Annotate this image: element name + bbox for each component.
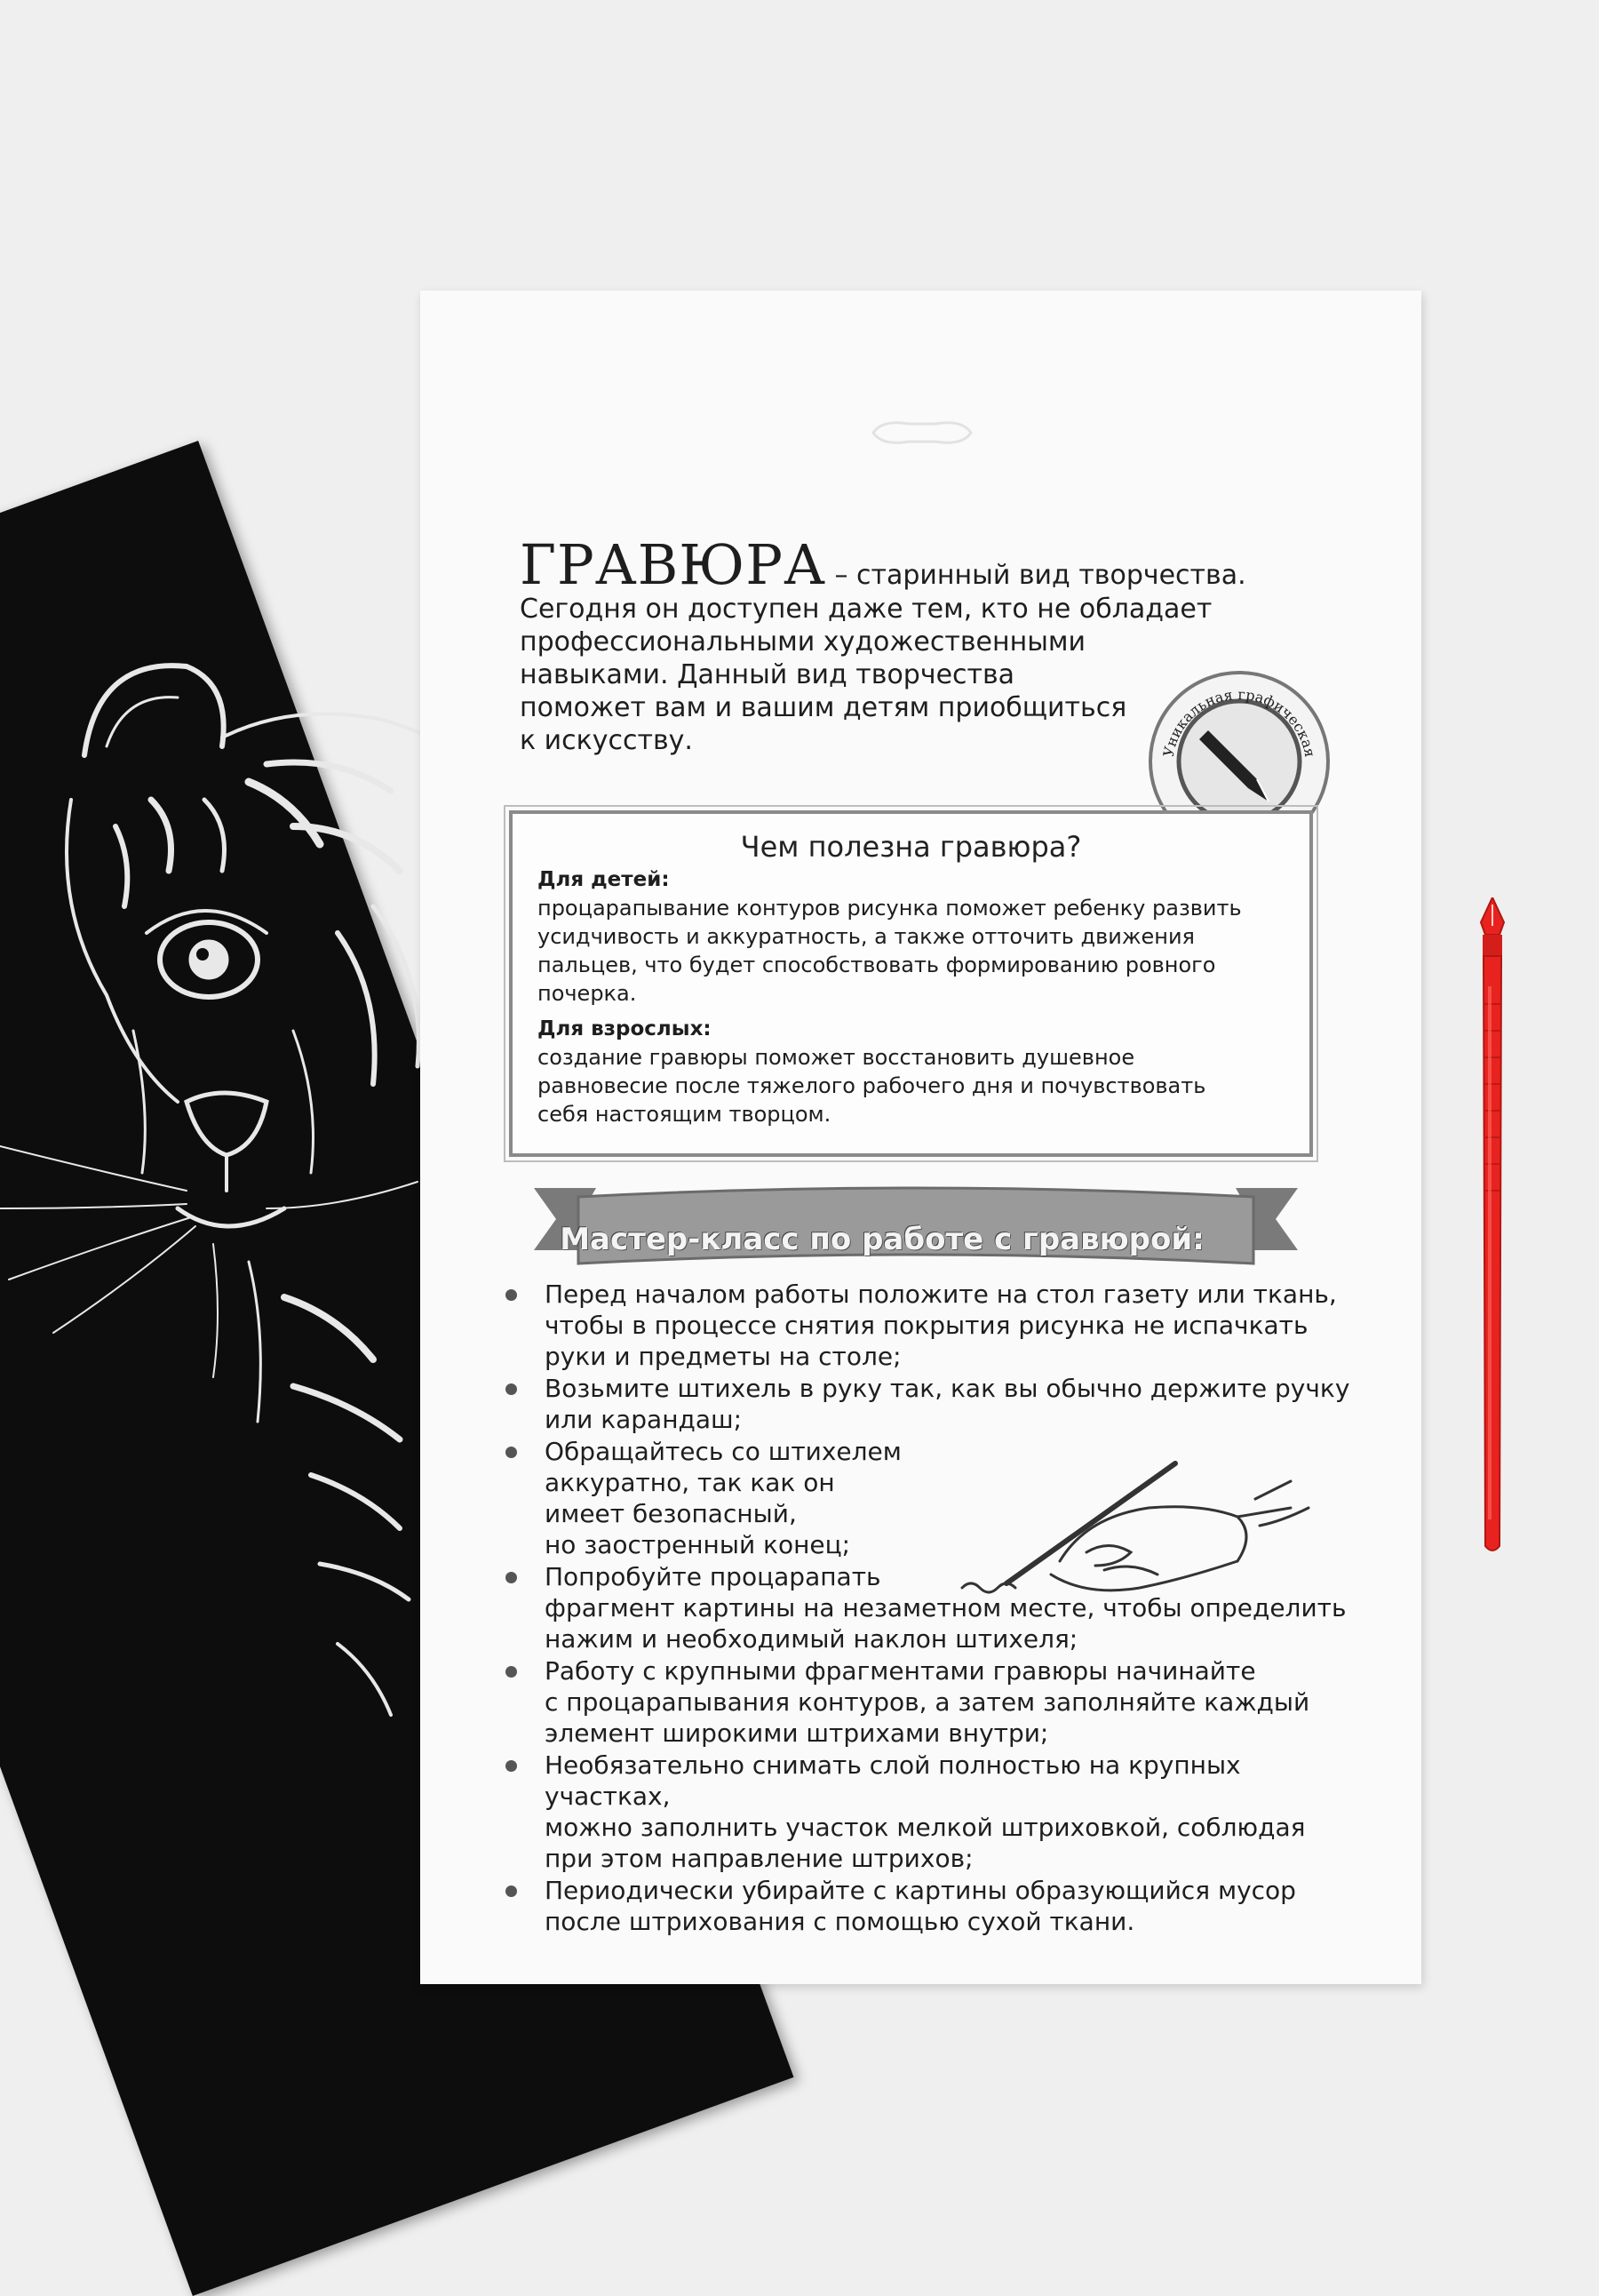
list-item <box>502 1875 1355 1937</box>
step-line: Попробуйте процарапать <box>545 1562 881 1591</box>
hand-with-stylus-illustration <box>953 1455 1326 1632</box>
step-line: после штрихования с помощью сухой ткани. <box>545 1907 1135 1936</box>
step-line: при этом направление штрихов; <box>545 1844 974 1873</box>
benefits-box <box>509 810 1313 1157</box>
step-line: или карандаш; <box>545 1405 743 1434</box>
step-line: Работу с крупными фрагментами гравюры начинайте <box>545 1656 1256 1686</box>
bullet <box>505 1885 517 1897</box>
bullet <box>505 1572 517 1583</box>
bullet <box>505 1289 517 1301</box>
step-line: с процарапывания контуров, а затем заполняйте каждый <box>545 1687 1310 1717</box>
step-line: Периодически убирайте с картины образующийся мусор <box>545 1876 1296 1905</box>
step-line: Необязательно снимать слой полностью на крупных участках, <box>545 1750 1241 1811</box>
list-item <box>502 1373 1355 1435</box>
step-line: Перед началом работы положите на стол газету или ткань, <box>545 1280 1337 1309</box>
step-line: элемент широкими штрихами внутри; <box>545 1718 1049 1748</box>
adults-text-2: равновесие после тяжелого рабочего дня и почувствовать <box>537 1073 1206 1098</box>
hang-hole <box>864 415 980 450</box>
list-item <box>502 1279 1355 1372</box>
bullet <box>505 1383 517 1395</box>
step-line: фрагмент картины на незаметном месте, чтобы определить <box>545 1593 1347 1622</box>
step-line: можно заполнить участок мелкой штриховкой, соблюдая <box>545 1813 1306 1842</box>
kids-text-1: процарапывание контуров рисунка поможет ребенку развить <box>537 896 1242 921</box>
masterclass-banner: Мастер-класс по работе с гравюрой: <box>560 1222 1205 1257</box>
adults-text-3: себя настоящим творцом. <box>537 1102 831 1127</box>
intro-line-5: к искусству. <box>520 725 693 756</box>
title-line <box>520 532 1293 597</box>
step-line: руки и предметы на столе; <box>545 1342 902 1371</box>
step-line: но заостренный конец; <box>545 1530 851 1559</box>
page-title: ГРАВЮРА <box>520 532 826 597</box>
red-stylus <box>1470 897 1515 1555</box>
title-rest: – старинный вид творчества. <box>825 560 1246 591</box>
instruction-sheet <box>420 291 1421 1984</box>
bullet <box>505 1760 517 1772</box>
step-line: имеет безопасный, <box>545 1499 797 1528</box>
step-line: нажим и необходимый наклон штихеля; <box>545 1624 1078 1654</box>
intro-line-3: навыками. Данный вид творчества <box>520 659 1015 690</box>
bullet <box>505 1666 517 1678</box>
list-item <box>502 1750 1355 1874</box>
list-item <box>502 1655 1355 1749</box>
kids-label: Для детей: <box>537 868 670 891</box>
intro-line-1: Сегодня он доступен даже тем, кто не обладает <box>520 594 1213 625</box>
kids-text-4: почерка. <box>537 981 637 1006</box>
step-line: чтобы в процессе снятия покрытия рисунка не испачкать <box>545 1311 1309 1340</box>
step-line: Возьмите штихель в руку так, как вы обычно держите ручку <box>545 1374 1350 1403</box>
step-line: аккуратно, так как он <box>545 1468 835 1497</box>
adults-text-1: создание гравюры поможет восстановить душевное <box>537 1045 1135 1070</box>
seal-text-top: Уникальная графическая <box>1159 685 1319 759</box>
kids-text-2: усидчивость и аккуратность, а также отточить движения <box>537 924 1195 949</box>
bullet <box>505 1447 517 1458</box>
kids-text-3: пальцев, что будет способствовать формированию ровного <box>537 953 1216 977</box>
benefits-heading: Чем полезна гравюра? <box>740 830 1082 864</box>
step-line: Обращайтесь со штихелем <box>545 1437 902 1466</box>
adults-label: Для взрослых: <box>537 1017 712 1040</box>
intro-line-4: поможет вам и вашим детям приобщиться <box>520 692 1127 723</box>
intro-line-2: профессиональными художественными <box>520 626 1086 658</box>
